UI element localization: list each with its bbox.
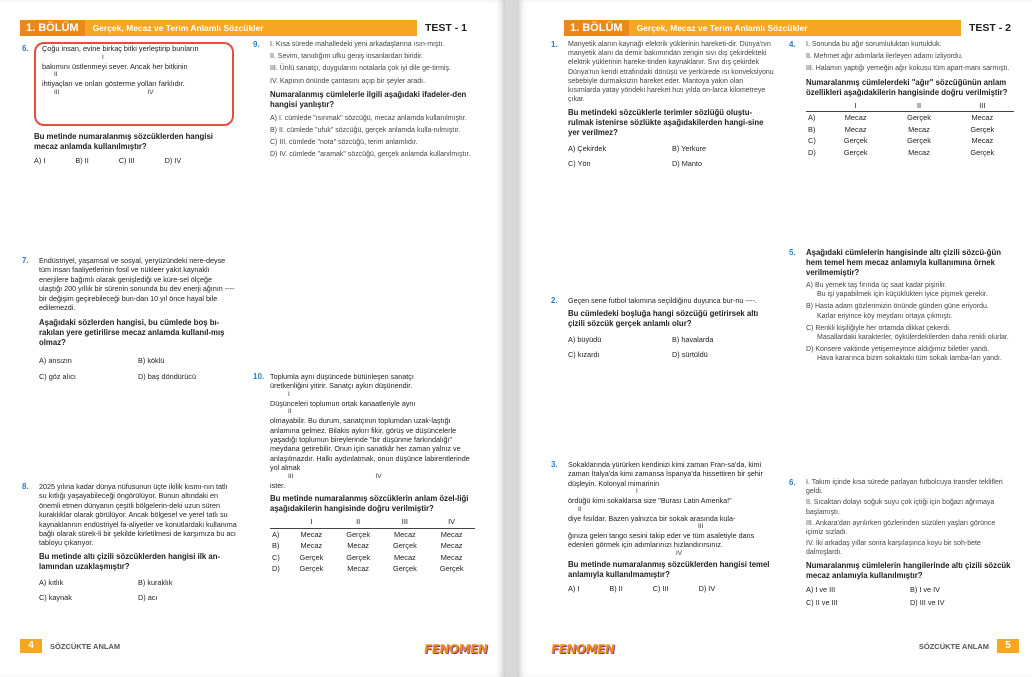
option-d[interactable] <box>806 147 1014 159</box>
option-a[interactable]: A) ansızın <box>39 356 72 366</box>
publisher-logo: FENOMEN <box>423 642 489 656</box>
question-6-stem <box>34 132 234 166</box>
table-header: II <box>335 516 382 528</box>
table-cell: Mecaz <box>300 529 323 539</box>
option-a[interactable]: A) Bu yemek taş fırında üç saat kadar pişirilir. <box>806 282 947 289</box>
table-header <box>270 516 288 528</box>
question-text: Manyetik alanın kaynağı elektrik yüklerinin hareketi-dir. Dünya'nın manyetik alanı da demir bakımından zengin sıvı dış çekirdekteki elektrik yüklerinin hareke-tinden kaynaklanır. Sıvı dış çekirdek Dünya'nın kendi etrafındaki dönüşü ve yerkürede ısı konveksiyonu sebebiyle durmaksızın hareket eder. Mantoya yakın olan kısımlarda yatay yöndeki hareket hızı yılda on-larca kilometreye çıkar. <box>568 41 774 104</box>
table-header: II <box>887 100 950 112</box>
option-c[interactable]: C) Renkli kişiliğiyle her ortamda dikkat çekerdi. <box>806 324 951 332</box>
table-cell: A) <box>272 529 280 539</box>
option-d[interactable] <box>270 563 475 575</box>
statement-1: I. Kısa sürede mahalledeki yeni arkadaşlarına ısın-mıştı. <box>270 41 445 48</box>
table-cell: Mecaz <box>440 529 463 539</box>
statement-2: II. Mehmet ağır adımlarla ilerleyen adamı izliyordu. <box>806 53 963 61</box>
option-a[interactable] <box>806 112 1014 124</box>
table-header: III <box>951 100 1014 112</box>
table-cell: C) <box>272 552 280 562</box>
unit-label: 1. BÖLÜM <box>20 20 85 36</box>
option-c-second: Masallardaki karakterler, öykülerdekilerden daha renkli olurlar. <box>817 334 1009 342</box>
statement-1: I. Takım içinde kısa sürede parlayan futbolcuya transfer teklifleri geldi. <box>806 479 1003 496</box>
question-7 <box>22 256 237 396</box>
table-cell: Gerçek <box>907 113 931 123</box>
question-number: 6. <box>22 44 29 53</box>
table-cell: Mecaz <box>393 552 416 562</box>
table-cell: Gerçek <box>392 564 417 574</box>
roman-IV: IV <box>375 472 382 480</box>
statement-3: III. Ünlü sanatçı, duygularını notalarla çok iyi dile ge-tirmiş. <box>270 65 451 73</box>
option-c[interactable]: C) III <box>118 156 135 165</box>
q6-line3: ihtiyaçları ve onları gösterme yolları farklıdır. <box>42 79 185 89</box>
roman-I: I <box>102 53 104 61</box>
table-cell: Gerçek <box>346 552 371 562</box>
option-d[interactable]: D) IV <box>164 156 182 165</box>
option-d-second: Hava kararınca bizim sokaktaki tüm sokak lamba-ları yandı. <box>817 355 1002 363</box>
table-cell: Mecaz <box>908 124 930 134</box>
paragraph-text: ğınıza gelen tango sesini takip eder ve tüm asaletiyle dans edenleri görmek için adımlarınızı hızlandırırsınız. <box>568 531 755 550</box>
paragraph-text: olmayabilir. Bu durum, sanatçının toplumdan uzak-laştığı anlamına gelmez. Bilakis aykırı fikir, görüş ve düşüncelerle yaşadığı toplumun bireylerinde "bir düşünme farkındalığı" meydana getirebilir. Onun için sanatkâr her zaman yalnız ve anlaşılmazdır. Halkı aydınlatmak, onun düşünce labirentlerinde yol almak <box>270 416 470 473</box>
question-stem: Bu metinde altı çizili sözcüklerden hangisi ilk an-lamından uzaklaşmıştır? <box>39 551 221 571</box>
paragraph-line: ister. <box>270 480 286 490</box>
question-stem: Aşağıdaki cümlelerin hangisinde altı çizili sözcü-ğün hem temel hem mecaz anlamıyla kullanımına örnek verilmemiştir? <box>806 248 1001 277</box>
header-title: Gerçek, Mecaz ve Terim Anlamlı Sözcükler <box>636 23 808 33</box>
table-header: I <box>824 100 887 112</box>
option-a[interactable]: A) I <box>568 583 580 593</box>
question-number: 6. <box>789 478 796 487</box>
roman-I: I <box>288 390 290 398</box>
option-d[interactable]: D) IV. cümlede "aramak" sözcüğü, gerçek anlamda kullanılmıştır. <box>270 151 471 159</box>
option-a[interactable]: A) büyüdü <box>568 335 602 345</box>
option-c[interactable]: C) III <box>652 583 669 593</box>
table-cell: Mecaz <box>393 529 416 539</box>
option-c[interactable]: C) Yön <box>568 159 591 169</box>
question-stem: Numaralanmış cümlelerdeki "ağır" sözcüğünün anlam özellikleri aşağıdakilerin hangisinde doğru verilmiştir? <box>806 77 1008 97</box>
option-c[interactable]: C) kızardı <box>568 350 600 359</box>
option-c[interactable]: C) III. cümlede "nota" sözcüğü, terim anlamlıdır. <box>270 139 418 147</box>
question-text: 2025 yılına kadar dünya nüfusunun üçte ikilik kısmı-nın tatlı su kıtlığı yaşayabileceği öngörülüyor. Bunun altındaki en önemli etmen dünyanın çeşitli bölgelerin-deki uzun süren kuraklıklar olarak görülüyor. Ancak bölgesel ve yerel tatlı su kaynaklarının endüstriyel fa-aliyetler ve konutlardaki kullanıma bağlı olarak sürek-li bir şekilde kirletilmesi de karşımıza bu acı tabloyu çıkarıyor. <box>39 482 237 548</box>
right-page <box>517 0 1032 677</box>
statement-2: II. Sevim, tanıdığım ufku geniş insanlardan biridir. <box>270 53 423 61</box>
table-cell: A) <box>808 113 816 123</box>
question-number: 8. <box>22 482 29 491</box>
option-a[interactable]: A) I ve III <box>806 584 836 594</box>
question-number: 7. <box>22 256 29 265</box>
option-b[interactable]: B) II. cümlede "ufuk" sözcüğü, gerçek anlamda kulla-nılmıştır. <box>270 127 461 135</box>
paragraph-text: Sokaklarında yürürken kendinizi kimi zaman Fran-sa'da, kimi zaman İtalya'da kimi zamansa İspanya'da hissettiren bir şehir düşleyin. Kolonyal mimarinin <box>568 460 763 488</box>
answer-table <box>806 100 1014 159</box>
table-cell: Mecaz <box>844 124 867 134</box>
roman-III: III <box>698 523 704 531</box>
paragraph-line: Toplumla aynı düşüncede bütünleşen sanatçı <box>270 372 414 381</box>
roman-IV: IV <box>676 549 683 557</box>
roman-II: II <box>288 408 292 416</box>
roman-II: II <box>578 505 582 513</box>
page-footer <box>919 639 1019 653</box>
paragraph-line: diye fısıldar. Bazen yalnızca bir sokak arasında kula- <box>568 513 736 523</box>
question-stem: Numaralanmış cümlelerle ilgili aşağıdaki ifadeler-den hangisi yanlıştır? <box>270 89 467 109</box>
table-cell: Gerçek <box>392 541 417 551</box>
option-b[interactable]: B) I ve IV <box>910 584 941 594</box>
statement-2: II. Sıcaktan dolayı soğuk suyu çok içtiği için boğazı ağrımaya başlamıştı. <box>806 499 995 516</box>
table-cell: Mecaz <box>300 541 323 551</box>
table-cell: Mecaz <box>347 541 370 551</box>
page-header <box>20 20 475 36</box>
table-cell: C) <box>808 136 816 146</box>
table-cell: Mecaz <box>440 552 463 562</box>
option-b[interactable] <box>806 124 1014 136</box>
table-cell: B) <box>808 124 816 134</box>
option-b[interactable]: B) Yerkure <box>672 144 707 154</box>
page-footer <box>20 639 120 653</box>
option-b[interactable]: B) II <box>75 156 89 165</box>
table-cell: Gerçek <box>970 147 995 157</box>
option-d[interactable]: D) Manto <box>672 159 703 169</box>
page-number: 5 <box>997 639 1019 653</box>
option-d[interactable]: D) IV <box>698 583 716 593</box>
footer-label: SÖZCÜKTE ANLAM <box>50 641 121 651</box>
option-d[interactable]: D) acı <box>138 593 158 603</box>
roman-III: III <box>54 88 60 96</box>
answer-table <box>270 516 475 575</box>
option-c[interactable] <box>806 135 1014 147</box>
left-page <box>0 0 505 677</box>
option-b[interactable]: B) köklü <box>138 356 165 366</box>
question-stem: Aşağıdaki sözlerden hangisi, bu cümlede boş bı-rakılan yere getirilirse mecaz anlamda kullanıl-mış olmaz? <box>39 318 225 348</box>
paragraph-line: Düşünceleri toplumun ortak kanaatleriyle aynı <box>270 398 416 408</box>
table-cell: Mecaz <box>440 541 463 551</box>
table-cell: Mecaz <box>971 136 994 146</box>
test-label: TEST - 1 <box>417 19 475 37</box>
option-a[interactable]: A) Çekirdek <box>568 144 607 154</box>
option-a[interactable]: A) I <box>34 156 46 165</box>
footer-label: SÖZCÜKTE ANLAM <box>918 641 989 651</box>
table-cell: D) <box>808 147 816 157</box>
roman-II: II <box>54 71 58 79</box>
question-number: 3. <box>551 460 558 469</box>
question-number: 4. <box>789 40 796 49</box>
question-text: Geçen sene futbol takımına seçildiğinu duyunca bur-nu ----. <box>568 296 757 305</box>
statement-3: III. Ankara'dan ayrılırken gözlerinden süzülen yaşları görünce içimiz sızladı. <box>806 519 996 537</box>
table-cell: Mecaz <box>971 113 994 123</box>
option-a-second: Bu işi yapabilmek için küçüklükten iyice pişmek gerekir. <box>817 291 988 299</box>
option-b[interactable]: B) kuraklık <box>138 577 173 587</box>
roman-I: I <box>636 488 638 496</box>
table-cell: B) <box>272 541 280 551</box>
table-cell: Gerçek <box>299 552 324 562</box>
question-number: 1. <box>551 40 558 49</box>
table-header: I <box>288 516 335 528</box>
option-d[interactable]: D) III ve IV <box>910 598 945 608</box>
option-b-second: Karlar eriyince köy meydanı ortaya çıkmıştı. <box>817 312 953 320</box>
option-c[interactable] <box>270 552 475 564</box>
table-cell: Gerçek <box>843 147 868 157</box>
question-stem: Numaralanmış cümlelerin hangilerinde altı çizili sözcük mecaz anlamıyla kullanılmıştır? <box>806 560 1011 580</box>
table-cell: Gerçek <box>346 529 371 539</box>
page-number: 4 <box>20 639 42 653</box>
test-label: TEST - 2 <box>961 19 1019 37</box>
q6-line2: bakımını üstlenmeyi sever. Ancak her bitkinin <box>42 61 188 71</box>
question-stem: Bu metinde numaralanmış sözcüklerin anlam özel-liği aşağıdakilerin hangisinde doğru verilmiştir? <box>270 494 469 514</box>
question-stem: Bu metinde numaralanmış sözcüklerden hangisi mecaz anlamda kullanılmıştır? <box>34 132 213 151</box>
option-d[interactable]: D) Konsere vaktinde yetişemeyince aldığımız biletler yandı. <box>806 346 990 354</box>
question-number: 2. <box>551 296 558 305</box>
publisher-logo: FENOMEN <box>550 642 616 656</box>
roman-III: III <box>288 472 294 480</box>
question-number: 10. <box>253 372 265 381</box>
q6-line1: Çoğu insan, evine birkaç bitki yerleştirip bunların <box>42 44 199 53</box>
table-cell: D) <box>272 564 280 574</box>
header-title: Gerçek, Mecaz ve Terim Anlamlı Sözcükler <box>92 23 264 33</box>
question-stem: Bu cümledeki boşluğa hangi sözcüğü getirirsek altı çizili sözcük gerçek anlamlı olur? <box>568 309 759 329</box>
option-c[interactable]: C) göz alıcı <box>39 372 76 382</box>
option-b[interactable]: B) havalarda <box>672 335 714 345</box>
table-cell: Mecaz <box>908 147 930 157</box>
option-b[interactable] <box>270 540 475 552</box>
table-cell: Gerçek <box>299 564 324 574</box>
question-number: 9. <box>253 40 260 49</box>
table-cell: Gerçek <box>439 564 464 574</box>
table-header: III <box>382 516 429 528</box>
table-cell: Mecaz <box>844 113 867 123</box>
question-text: Endüstriyel, yaşamsal ve sosyal, yeryüzündeki nere-deyse tüm insan faaliyetlerinin fosil ve nükleer yakıt kaynaklı enerjilere bağımlı olarak genişlediği ve küre-sel ölçeğe ulaştığı 200 yıllık bir sürenin sonunda bu dev enerji ağının ---- bir değişim geçirebileceği bun-dan 10 yıl önce hayal bile edilemezdi. <box>39 256 235 313</box>
option-a[interactable] <box>270 528 475 540</box>
option-a[interactable]: A) I. cümlede "ısınmak" sözcüğü, mecaz anlamda kullanılmıştır. <box>270 114 467 122</box>
roman-IV: IV <box>147 88 154 96</box>
question-stem: Bu metinde numaralanmış sözcüklerden hangisi temel anlamıyla kullanılmamıştır? <box>568 559 770 579</box>
page-header <box>564 20 1019 36</box>
table-cell: Gerçek <box>843 136 868 146</box>
table-cell: Gerçek <box>907 136 931 146</box>
option-c[interactable]: C) II ve III <box>806 598 838 608</box>
statement-3: III. Halamın yaptığı yemeğin ağır kokusu tüm apart-manı sarmıştı. <box>806 65 1010 73</box>
unit-label: 1. BÖLÜM <box>564 20 629 36</box>
statement-1: I. Sonunda bu ağır sorumluluktan kurtulduk. <box>806 41 942 48</box>
option-c[interactable]: C) kaynak <box>39 593 72 603</box>
statement-4: IV. Kapının önünde çantasını açıp bir şeyler aradı. <box>270 77 426 85</box>
table-cell: Mecaz <box>347 564 370 574</box>
paragraph-line: üretkenliğini yitirir. Sanatçı aykırı düşünendir. <box>270 381 413 391</box>
option-b[interactable]: B) Hasta adam gözlerimizin önünde günden güne eriyordu. <box>806 303 989 311</box>
statement-4: IV. İki arkadaş yıllar sonra karşılaşınca koyu bir soh-bete dalmışlardı. <box>806 540 981 557</box>
paragraph-line: ördüğü kimi sokaklarsa size "Burası Latin Amerika!" <box>568 496 732 506</box>
option-d[interactable]: D) sürtüldü <box>672 350 708 359</box>
option-b[interactable]: B) II <box>609 583 623 593</box>
table-header: IV <box>428 516 475 528</box>
question-number: 5. <box>789 248 796 257</box>
table-header <box>806 100 824 112</box>
option-d[interactable]: D) baş döndürücü <box>138 372 197 382</box>
table-cell: Gerçek <box>970 124 995 134</box>
option-a[interactable]: A) kıtlık <box>39 577 64 587</box>
question-stem: Bu metindeki sözcüklerle terimler sözlüğü oluştu-rulmak istenirse sözlükte aşağıdakilerden hangi-sine yer verilmez? <box>568 108 764 138</box>
